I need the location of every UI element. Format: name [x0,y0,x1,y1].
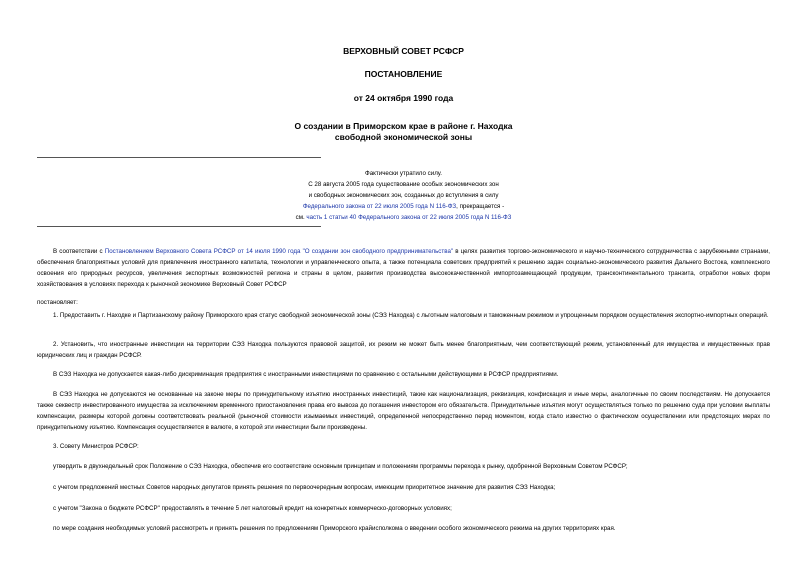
paragraph-3b: с учетом предложений местных Советов народных депутатов принять решения по первоочередным вопросам, имеющим приоритетное значение для развития СЭЗ Находка; [53,484,556,491]
status-note-line4 [37,201,770,212]
preamble-paragraph [37,246,770,290]
issuing-authority: ВЕРХОВНЫЙ СОВЕТ РСФСР [343,46,464,56]
paragraph-2: 2. Установить, что иностранные инвестиции на территории СЭЗ Находка пользуются правовой защитой, их режим не может быть менее благоприятным, чем соответствующий режим, установленный для имущества и имущественных прав юридических лиц и граждан РСФСР. [37,341,770,359]
paragraph-3a: утвердить в двухнедельный срок Положение о СЭЗ Находка, обеспечив его соответствие основным принципам и положениям программы перехода к рынку, одобренной Верховным Советом РСФСР; [53,463,628,470]
status-note-line5 [37,212,770,223]
resolution-link[interactable]: Постановлением Верховного Совета РСФСР от 14 июля 1990 года "О создании зон свободного предпринимательства" [104,248,454,255]
status-note-line2: С 28 августа 2005 года существование особых экономических зон [308,181,499,188]
status-note-line5-prefix: см. [295,214,307,221]
paragraph-2a: В СЭЗ Находка не допускается какая-либо дискриминация предприятия с иностранными инвестициями по сравнению с остальными действующими в РСФСР предприятиями. [53,371,559,378]
law-article-link[interactable]: часть 1 статьи 40 Федерального закона от 22 июля 2005 года N 116-ФЗ [306,214,512,221]
paragraph-3: 3. Совету Министров РСФСР: [53,443,139,450]
resolves-line: постановляет: [37,299,78,306]
status-note-line1: Фактически утратило силу. [364,170,442,177]
status-note-line3: и свободных экономических зон, созданных до вступления в силу [308,192,499,199]
status-note [37,168,770,223]
document-title-line2: свободной экономической зоны [334,132,473,142]
paragraph-2b: В СЭЗ Находка не допускаются не основанные на законе меры по принудительному изъятию иностранных инвестиций, такие как национализация, реквизиция, конфискация и иные меры, аналогичные по своим последствиям. Не допускается также секвестр инвестированного имущества за исключением временного приостановления права его вывоза до погашения инвестором его обязательств. Принудительные изъятия могут осуществляться только по решению суда при условии выплаты компенсации, размеры которой должны соответствовать реальной (рыночной стоимости изымаемых инвестиций, определенной непосредственно перед моментом, когда стало известно о фактическом осуществлении или предстоящих мерах по принудительному изъятию. Компенсация осуществляется в валюте, в которой эти инвестиции были произведены. [37,391,770,431]
paragraph-3c: с учетом "Закона о бюджете РСФСР" предоставлять в течение 5 лет налоговый кредит на конкретных коммерческо-договорных условиях; [53,505,452,512]
paragraph-1: 1. Предоставить г. Находке и Партизанскому району Приморского края статус свободной экономической зоны (СЭЗ Находка) с льготным налоговым и таможенным режимом и упрощенным порядком осуществления экспортно-импортных операций. [53,312,769,319]
divider-top [37,157,321,158]
document-date: от 24 октября 1990 года [353,93,454,103]
paragraph-3d: по мере создания необходимых условий рассмотреть и принять решения по предложениям Приморского крайисполкома о введении особого экономического режима на других территориях края. [53,525,616,532]
preamble-text: в целях развития торгово-экономического и научно-технического сотрудничества с зарубежными странами, обеспечения благоприятных условий для привлечения иностранного капитала, технологии и управленческого опыта, а также потенциала советских предприятий к решению задач социально-экономического развития Дальнего Востока, комплексного освоения его природных ресурсов, увеличения экспортных возможностей региона и страны в целом, развития производства высококачественной импортозамещающей продукции, трансконтинентального транзита, отработки новых форм хозяйствования в условиях перехода к рыночной экономике Верховный Совет РСФСР [37,248,770,288]
preamble-prefix: В соответствии с [53,248,105,255]
federal-law-link[interactable]: Федерального закона от 22 июля 2005 года N 116-ФЗ [302,203,457,210]
divider-bottom [37,226,321,227]
status-note-line4-tail: , прекращается - [456,203,505,210]
document-title-line1: О создании в Приморском крае в районе г. Находка [294,121,513,131]
document-type: ПОСТАНОВЛЕНИЕ [364,69,443,79]
